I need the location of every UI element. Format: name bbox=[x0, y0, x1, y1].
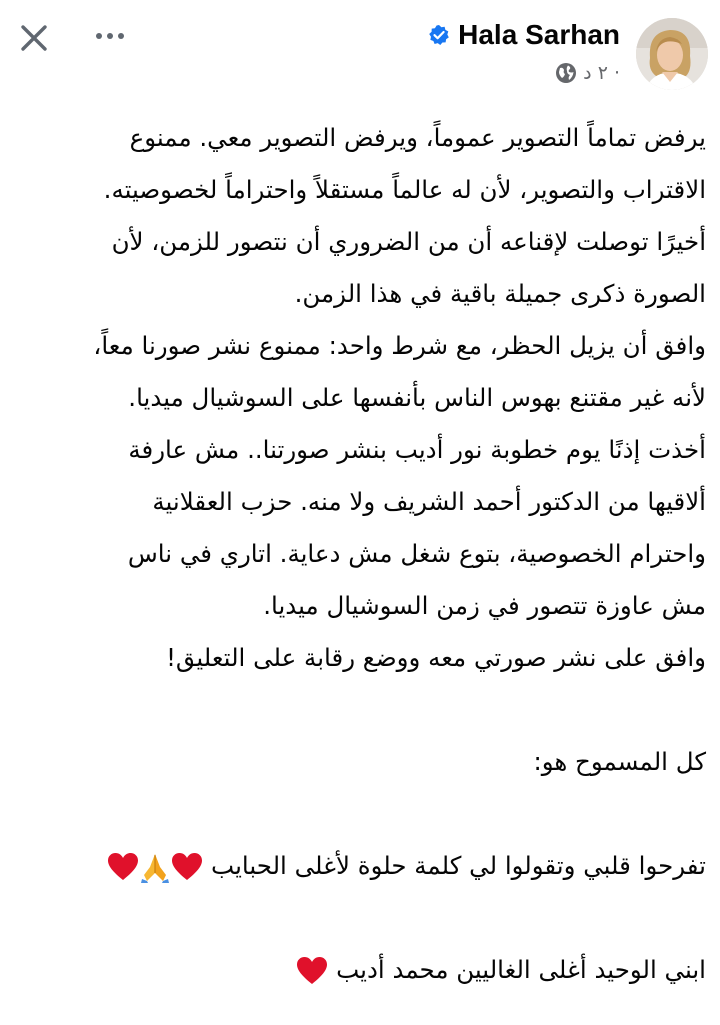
post-text bbox=[14, 112, 706, 996]
post-timestamp[interactable]: ٢ د · bbox=[583, 62, 620, 84]
post-line: أخيرًا توصلت لإقناعه أن من الضروري أن نتصور للزمن، لأن bbox=[111, 227, 706, 256]
post-line-with-emoji bbox=[14, 840, 706, 892]
post-line: الصورة ذكرى جميلة باقية في هذا الزمن. bbox=[294, 279, 706, 308]
post-line: وافق أن يزيل الحظر، مع شرط واحد: ممنوع نشر صورنا معاً، bbox=[93, 331, 706, 360]
post-line: لأنه غير مقتنع بهوس الناس بأنفسها على السوشيال ميديا. bbox=[128, 383, 706, 412]
paragraph-spacer bbox=[14, 788, 706, 840]
more-options-button[interactable] bbox=[88, 18, 132, 54]
paragraph-spacer bbox=[14, 684, 706, 736]
red-heart-icon bbox=[107, 852, 139, 882]
post-line-with-emoji bbox=[14, 944, 706, 996]
globe-icon bbox=[555, 62, 577, 84]
verified-badge-icon bbox=[428, 24, 450, 46]
post-meta bbox=[555, 60, 620, 86]
post-line-text: ابني الوحيد أغلى الغاليين محمد أديب bbox=[336, 955, 706, 984]
post-line: واحترام الخصوصية، بتوع شغل مش دعاية. اتاري في ناس bbox=[127, 539, 706, 568]
post-line-text: تفرحوا قلبي وتقولوا لي كلمة حلوة لأغلى الحبايب bbox=[211, 851, 706, 880]
close-icon bbox=[19, 23, 49, 53]
post-line: وافق على نشر صورتي معه ووضع رقابة على التعليق! bbox=[166, 643, 706, 672]
post-line: مش عاوزة تتصور في زمن السوشيال ميديا. bbox=[263, 591, 706, 620]
post-line: كل المسموح هو: bbox=[533, 747, 706, 776]
folded-hands-icon bbox=[139, 851, 171, 883]
close-button[interactable] bbox=[14, 18, 54, 58]
post-line: يرفض تماماً التصوير عموماً، ويرفض التصوير معي. ممنوع bbox=[129, 123, 706, 152]
post-header bbox=[0, 0, 720, 105]
red-heart-icon bbox=[296, 956, 328, 986]
author-avatar[interactable] bbox=[636, 18, 708, 90]
paragraph-spacer bbox=[14, 892, 706, 944]
post-line: أخذت إذنًا يوم خطوبة نور أديب بنشر صورتنا.. مش عارفة bbox=[128, 435, 706, 464]
author-row bbox=[428, 17, 620, 53]
profile-photo bbox=[636, 18, 708, 90]
more-horizontal-icon bbox=[94, 31, 126, 41]
post-line: ألاقيها من الدكتور أحمد الشريف ولا منه. حزب العقلانية bbox=[152, 487, 706, 516]
post-line: الاقتراب والتصوير، لأن له عالماً مستقلاً واحتراماً لخصوصيته. bbox=[103, 175, 706, 204]
red-heart-icon bbox=[171, 852, 203, 882]
author-name[interactable]: Hala Sarhan bbox=[458, 19, 620, 50]
